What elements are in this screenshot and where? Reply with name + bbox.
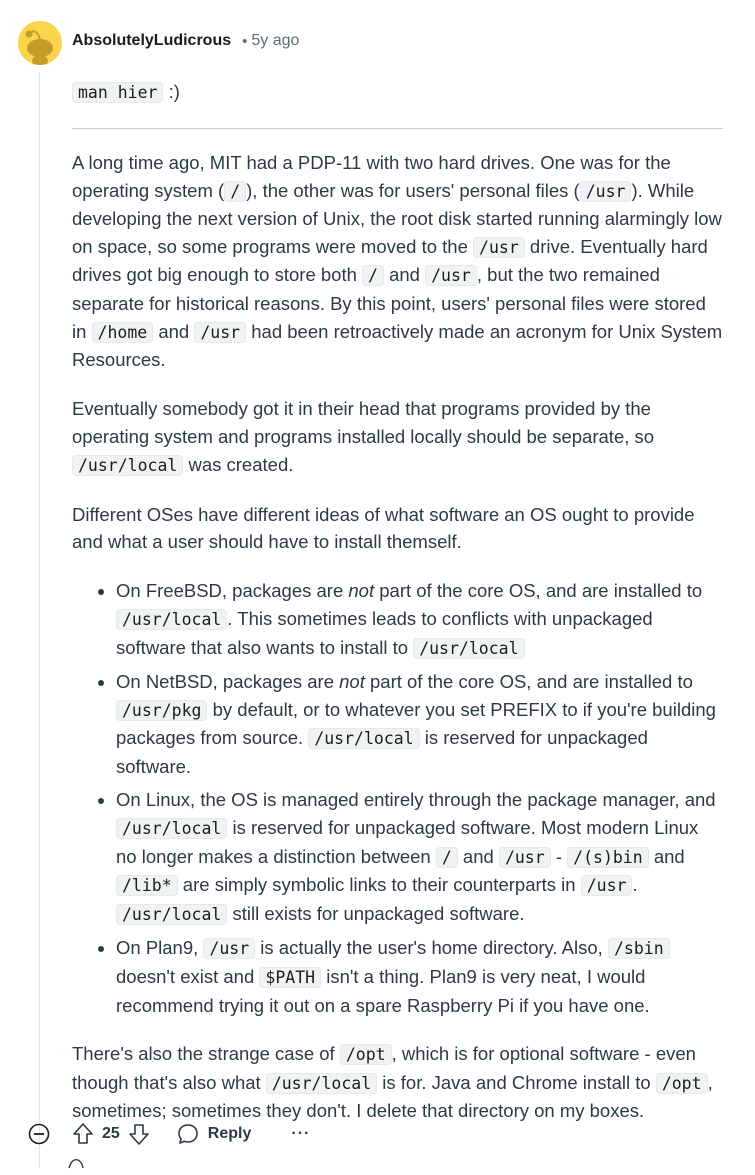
author-name[interactable]: AbsolutelyLudicrous — [72, 32, 232, 49]
list-item-netbsd: • On NetBSD, packages are not part of the core OS, and are installed to /usr/pkg by default, or to whatever you set PREFIX to if you're building packages from source. /usr/local is reserved for unpackaged software. — [116, 668, 723, 780]
inline-code: /usr — [425, 265, 477, 286]
list-item-linux: • On Linux, the OS is managed entirely through the package manager, and /usr/local is reserved for unpackaged software. Most modern Linux no longer makes a distinction between / and /usr - /(s)bin and /lib* are simply symbolic links to their counterparts in /usr . /usr/local still exists for unpackaged software. — [116, 786, 723, 928]
horizontal-rule — [72, 128, 723, 129]
inline-code: /usr/local — [116, 904, 227, 925]
inline-code: /usr/local — [308, 728, 419, 749]
inline-code: /usr/local — [116, 818, 227, 839]
inline-code: /usr — [581, 875, 633, 896]
downvote-button[interactable] — [128, 1122, 150, 1146]
inline-code: /home — [92, 322, 154, 343]
more-options-button[interactable] — [291, 1125, 310, 1143]
downvote-arrow-icon — [128, 1122, 150, 1146]
inline-code: /opt — [656, 1073, 708, 1094]
inline-code: / — [362, 265, 384, 286]
reply-button[interactable] — [176, 1122, 252, 1146]
meta-separator: • — [242, 32, 248, 50]
os-list — [72, 577, 723, 1019]
inline-code: /usr/pkg — [116, 700, 207, 721]
list-item-plan9: • On Plan9, /usr is actually the user's home directory. Also, /sbin doesn't exist and $PATH isn't a thing. Plan9 is very neat, I would recommend trying it out on a spare Raspberry Pi if you have one. — [116, 934, 723, 1019]
inline-code: /sbin — [608, 938, 670, 959]
inline-code: /usr — [580, 181, 632, 202]
snoo-avatar-icon — [18, 21, 62, 65]
comment-body — [72, 78, 723, 1147]
inline-code: /(s)bin — [567, 847, 649, 868]
inline-code: /usr — [499, 847, 551, 868]
inline-code: / — [224, 181, 246, 202]
minus-circle-icon — [28, 1123, 50, 1145]
comment-actions — [28, 1118, 310, 1150]
partial-award-icon — [66, 1156, 86, 1175]
upvote-arrow-icon — [72, 1122, 94, 1146]
inline-code: /usr/local — [72, 455, 183, 476]
collapse-button[interactable] — [28, 1123, 50, 1145]
thread-line[interactable] — [39, 72, 40, 1168]
first-line: man hier :) — [72, 78, 723, 107]
timestamp[interactable]: 5y ago — [251, 32, 300, 49]
list-item-freebsd: • On FreeBSD, packages are not part of the core OS, and are installed to /usr/local . This sometimes leads to conflicts with unpackaged software that also wants to install to /usr/local — [116, 577, 723, 662]
inline-code: / — [436, 847, 458, 868]
inline-code: man hier — [72, 82, 163, 103]
inline-code: $PATH — [259, 967, 321, 988]
inline-code: /usr — [194, 322, 246, 343]
upvote-button[interactable] — [72, 1122, 94, 1146]
vote-score: 25 — [102, 1125, 120, 1142]
paragraph-usr-local: Eventually somebody got it in their head that programs provided by the operating system and programs installed locally should be separate, so /usr/local was created. — [72, 398, 655, 475]
inline-code: /opt — [340, 1044, 392, 1065]
inline-code: /usr/local — [413, 638, 524, 659]
paragraph-history: A long time ago, MIT had a PDP-11 with two hard drives. One was for the operating system ( / ), the other was for users' personal files ( /usr ). While developing the next version of Unix, the root disk started running alarmingly low on space, so some programs were moved to the /usr drive. Eventually hard drives got big enough to store both / and /usr , but the two remained separate for historical reasons. By this point, users' personal files were stored in /home and /usr had been retroactively made an acronym for Unix System Resources. — [72, 152, 723, 371]
inline-code: /usr — [203, 938, 255, 959]
avatar[interactable] — [18, 21, 62, 65]
ellipsis-icon: ··· — [291, 1125, 311, 1142]
paragraph-opt: There's also the strange case of /opt , which is for optional software - even though that's also what /usr/local is for. Java and Chrome install to /opt , sometimes; sometimes they don't. I delete that directory on my boxes. — [72, 1043, 713, 1122]
inline-code: /lib* — [116, 875, 178, 896]
reply-label: Reply — [207, 1125, 252, 1142]
speech-bubble-icon — [176, 1122, 200, 1146]
inline-code: /usr/local — [116, 609, 227, 630]
inline-code: /usr — [473, 237, 525, 258]
paragraph-oses: Different OSes have different ideas of what software an OS ought to provide and what a user should have to install themself. — [72, 503, 695, 553]
comment-meta — [72, 30, 299, 52]
inline-code: /usr/local — [266, 1073, 377, 1094]
